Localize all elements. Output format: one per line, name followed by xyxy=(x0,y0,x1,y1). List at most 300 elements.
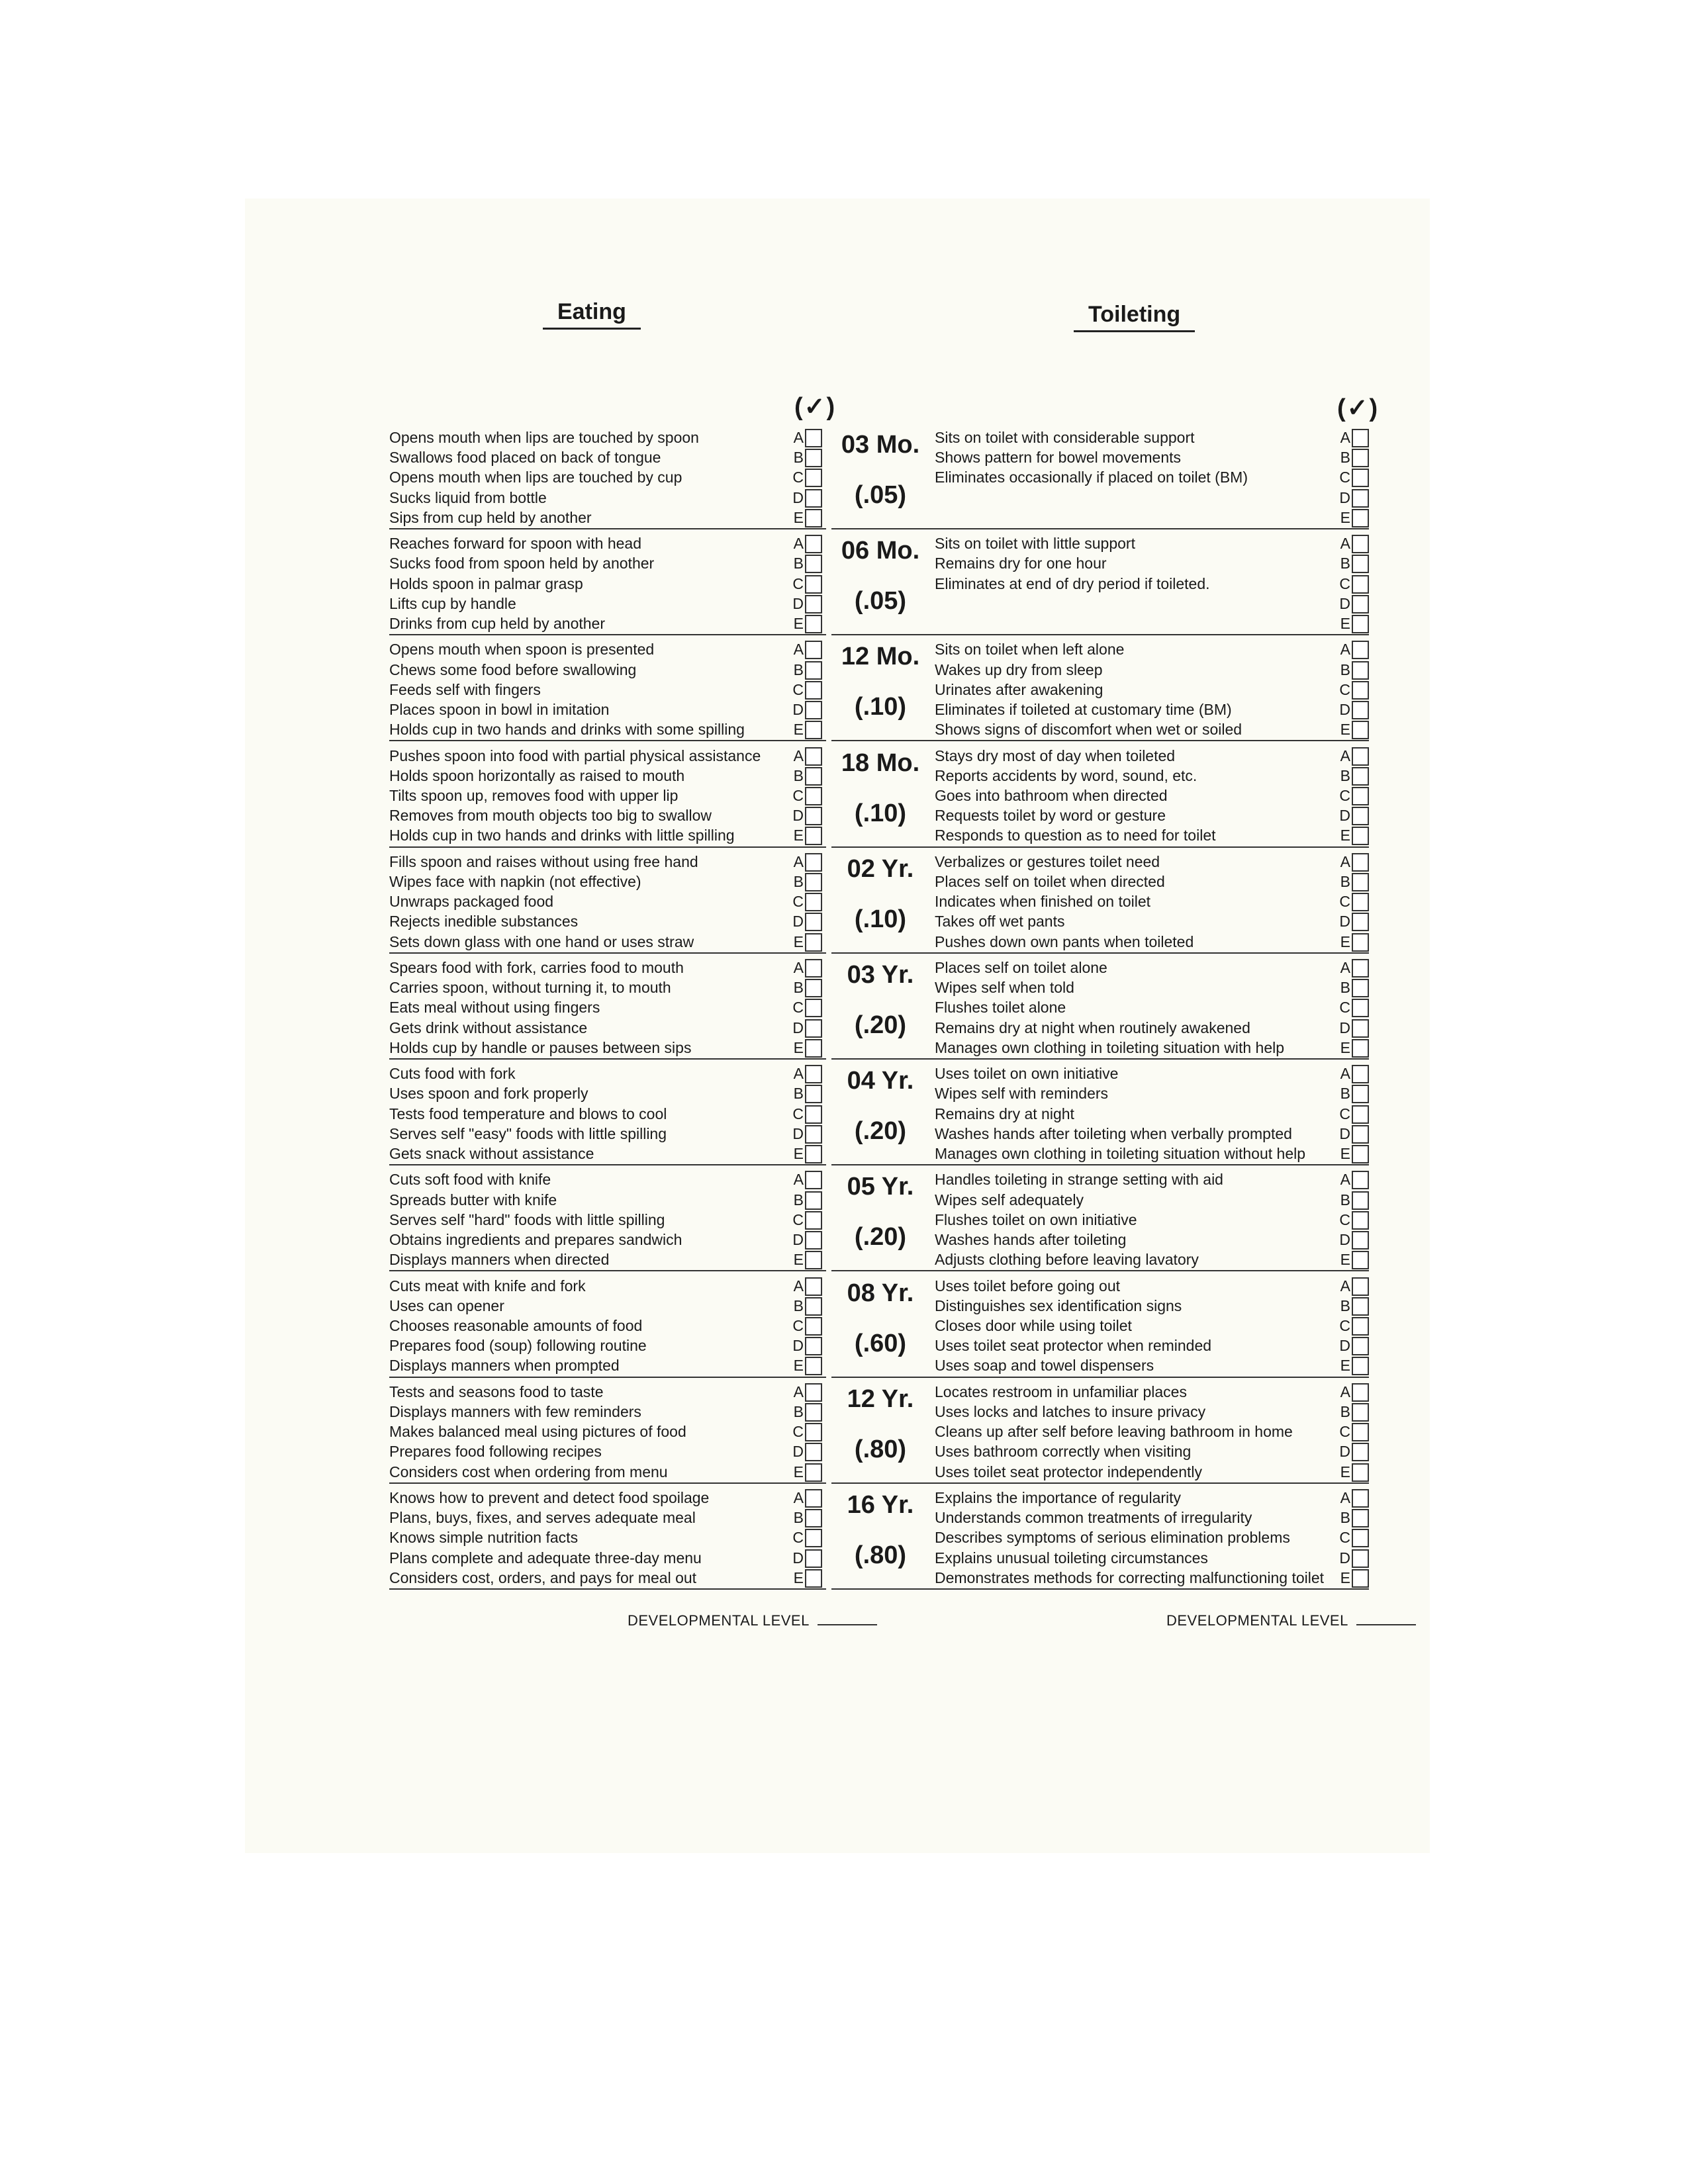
eating-item-text: Displays manners when prompted xyxy=(389,1357,620,1375)
eating-item-checkbox[interactable] xyxy=(805,807,822,825)
toileting-item-checkbox[interactable] xyxy=(1352,1297,1369,1316)
eating-item-checkbox[interactable] xyxy=(805,535,822,553)
toileting-item-checkbox[interactable] xyxy=(1352,1443,1369,1461)
eating-item-letter: B xyxy=(793,1085,804,1103)
toileting-item-text: Takes off wet pants xyxy=(935,913,1065,931)
toileting-item-checkbox[interactable] xyxy=(1352,1317,1369,1336)
toileting-items xyxy=(935,1378,1369,1484)
eating-item-checkbox[interactable] xyxy=(805,999,822,1017)
toileting-items xyxy=(935,1060,1369,1165)
eating-item-text: Rejects inedible substances xyxy=(389,913,579,931)
eating-item-text: Holds cup in two hands and drinks with little spilling xyxy=(389,827,735,844)
eating-item-letter: C xyxy=(792,680,804,698)
eating-item-letter: E xyxy=(793,1357,804,1375)
eating-item-checkbox[interactable] xyxy=(805,1277,822,1296)
eating-items xyxy=(389,529,826,635)
age-level-block xyxy=(389,424,1369,529)
eating-items xyxy=(389,742,826,848)
eating-item-checkbox[interactable] xyxy=(805,1191,822,1210)
toileting-item-checkbox[interactable] xyxy=(1352,1529,1369,1547)
eating-item-checkbox[interactable] xyxy=(805,661,822,680)
eating-item-checkbox[interactable] xyxy=(805,1211,822,1230)
toileting-item-letter: A xyxy=(1340,429,1350,446)
eating-item-checkbox[interactable] xyxy=(805,681,822,700)
toileting-item-text: Demonstrates methods for correcting malfunctioning toilet xyxy=(935,1569,1325,1586)
toileting-item-letter: A xyxy=(1340,1489,1350,1506)
toileting-item-checkbox[interactable] xyxy=(1352,1383,1369,1402)
eating-item-letter: C xyxy=(792,999,804,1017)
eating-item-text: Eats meal without using fingers xyxy=(389,999,600,1017)
toileting-item-checkbox[interactable] xyxy=(1352,509,1369,527)
toileting-item-text: Uses toilet on own initiative xyxy=(935,1065,1119,1083)
eating-items xyxy=(389,424,826,529)
eating-item-letter: A xyxy=(793,747,804,764)
age-level-block xyxy=(389,954,1369,1060)
eating-items xyxy=(389,954,826,1060)
toileting-item-letter: D xyxy=(1339,1019,1350,1036)
toileting-item-checkbox[interactable] xyxy=(1352,1145,1369,1163)
eating-item-checkbox[interactable] xyxy=(805,1443,822,1461)
eating-item-letter: B xyxy=(793,555,804,572)
toileting-item-checkbox[interactable] xyxy=(1352,1251,1369,1269)
toileting-item-letter: B xyxy=(1340,872,1350,890)
age-level-weight: (.10) xyxy=(854,799,907,827)
toileting-item-text: Eliminates occasionally if placed on toilet (BM) xyxy=(935,469,1248,486)
eating-item-letter: D xyxy=(792,1443,804,1461)
eating-items xyxy=(389,1060,826,1165)
toileting-item-text: Uses soap and towel dispensers xyxy=(935,1357,1154,1375)
eating-item-checkbox[interactable] xyxy=(805,1509,822,1527)
eating-item-letter: D xyxy=(792,807,804,825)
eating-item-letter: A xyxy=(793,959,804,976)
eating-item-letter: C xyxy=(792,469,804,486)
eating-item-text: Plans complete and adequate three-day menu xyxy=(389,1549,702,1567)
eating-item-letter: A xyxy=(793,1383,804,1400)
toileting-items xyxy=(935,848,1369,954)
eating-item-checkbox[interactable] xyxy=(805,767,822,786)
toileting-item-checkbox[interactable] xyxy=(1352,615,1369,633)
eating-item-checkbox[interactable] xyxy=(805,787,822,805)
toileting-item-letter: E xyxy=(1340,1357,1350,1375)
eating-item-text: Tests and seasons food to taste xyxy=(389,1383,604,1400)
eating-item-checkbox[interactable] xyxy=(805,747,822,766)
eating-item-text: Considers cost when ordering from menu xyxy=(389,1463,668,1480)
eating-item-checkbox[interactable] xyxy=(805,1105,822,1124)
age-level-weight: (.10) xyxy=(854,905,907,933)
eating-item-checkbox[interactable] xyxy=(805,449,822,467)
toileting-items xyxy=(935,954,1369,1060)
age-level-label: 12 Yr. xyxy=(847,1385,914,1413)
age-level-block xyxy=(389,1484,1369,1590)
eating-item-text: Prepares food (soup) following routine xyxy=(389,1337,647,1355)
toileting-item-checkbox[interactable] xyxy=(1352,747,1369,766)
age-level-label: 05 Yr. xyxy=(847,1173,914,1201)
toileting-item-checkbox[interactable] xyxy=(1352,1357,1369,1375)
toileting-item-letter: D xyxy=(1339,807,1350,825)
eating-item-checkbox[interactable] xyxy=(805,595,822,614)
toileting-item-text: Indicates when finished on toilet xyxy=(935,893,1151,911)
toileting-item-text: Wakes up dry from sleep xyxy=(935,660,1103,678)
toileting-item-text: Wipes self with reminders xyxy=(935,1085,1109,1103)
toileting-item-checkbox[interactable] xyxy=(1352,469,1369,487)
eating-item-checkbox[interactable] xyxy=(805,1529,822,1547)
eating-item-text: Pushes spoon into food with partial physical assistance xyxy=(389,747,761,764)
eating-items xyxy=(389,1484,826,1590)
toileting-item-text: Wipes self adequately xyxy=(935,1191,1084,1208)
eating-item-text: Serves self "hard" foods with little spilling xyxy=(389,1210,665,1228)
eating-item-letter: D xyxy=(792,1124,804,1142)
toileting-item-letter: E xyxy=(1340,827,1350,844)
eating-item-checkbox[interactable] xyxy=(805,489,822,508)
eating-item-checkbox[interactable] xyxy=(805,1039,822,1058)
toileting-item-text: Requests toilet by word or gesture xyxy=(935,807,1166,825)
age-level-weight: (.80) xyxy=(854,1435,907,1463)
eating-item-text: Places spoon in bowl in imitation xyxy=(389,700,610,718)
eating-item-text: Drinks from cup held by another xyxy=(389,614,605,632)
toileting-item-letter: B xyxy=(1340,766,1350,784)
toileting-item-checkbox[interactable] xyxy=(1352,1019,1369,1038)
eating-item-text: Tests food temperature and blows to cool xyxy=(389,1105,667,1122)
toileting-developmental-level-label: DEVELOPMENTAL LEVEL xyxy=(1166,1612,1348,1629)
toileting-item-letter: C xyxy=(1339,1423,1350,1441)
age-level-block xyxy=(389,1378,1369,1484)
toileting-item-checkbox[interactable] xyxy=(1352,979,1369,997)
toileting-item-text: Places self on toilet alone xyxy=(935,959,1107,976)
toileting-item-letter: E xyxy=(1340,1569,1350,1586)
toileting-item-checkbox[interactable] xyxy=(1352,1211,1369,1230)
eating-developmental-level xyxy=(628,1612,877,1629)
toileting-item-checkbox[interactable] xyxy=(1352,1065,1369,1083)
eating-item-text: Makes balanced meal using pictures of food xyxy=(389,1423,686,1441)
toileting-item-checkbox[interactable] xyxy=(1352,1569,1369,1588)
toileting-item-text: Responds to question as to need for toilet xyxy=(935,827,1216,844)
toileting-items xyxy=(935,742,1369,848)
eating-item-checkbox[interactable] xyxy=(805,1489,822,1508)
eating-item-letter: B xyxy=(793,660,804,678)
toileting-item-letter: D xyxy=(1339,913,1350,931)
toileting-check-column-heading: (✓) xyxy=(1337,394,1380,422)
toileting-heading: Toileting xyxy=(1074,302,1195,332)
eating-heading: Eating xyxy=(543,299,641,330)
toileting-item-letter: E xyxy=(1340,721,1350,739)
eating-item-letter: B xyxy=(793,1402,804,1420)
toileting-item-checkbox[interactable] xyxy=(1352,429,1369,447)
toileting-developmental-level-field[interactable] xyxy=(1356,1624,1416,1625)
eating-item-checkbox[interactable] xyxy=(805,1019,822,1038)
eating-item-checkbox[interactable] xyxy=(805,469,822,487)
toileting-item-letter: E xyxy=(1340,1251,1350,1269)
toileting-item-text: Places self on toilet when directed xyxy=(935,872,1165,890)
toileting-item-letter: C xyxy=(1339,1105,1350,1122)
eating-item-letter: D xyxy=(792,1549,804,1567)
toileting-item-letter: B xyxy=(1340,1085,1350,1103)
eating-item-checkbox[interactable] xyxy=(805,509,822,527)
eating-item-checkbox[interactable] xyxy=(805,1231,822,1250)
eating-item-checkbox[interactable] xyxy=(805,1569,822,1588)
toileting-item-text: Stays dry most of day when toileted xyxy=(935,747,1176,764)
toileting-item-checkbox[interactable] xyxy=(1352,1085,1369,1103)
toileting-item-checkbox[interactable] xyxy=(1352,535,1369,553)
eating-item-checkbox[interactable] xyxy=(805,575,822,594)
eating-item-letter: C xyxy=(792,786,804,804)
toileting-item-text: Adjusts clothing before leaving lavatory xyxy=(935,1251,1199,1269)
eating-item-checkbox[interactable] xyxy=(805,827,822,845)
toileting-item-checkbox[interactable] xyxy=(1352,661,1369,680)
eating-item-text: Holds spoon horizontally as raised to mouth xyxy=(389,766,685,784)
eating-item-letter: D xyxy=(792,594,804,612)
eating-item-checkbox[interactable] xyxy=(805,1549,822,1568)
toileting-item-letter: E xyxy=(1340,614,1350,632)
eating-developmental-level-field[interactable] xyxy=(818,1624,877,1625)
eating-item-text: Uses can opener xyxy=(389,1297,504,1314)
toileting-item-text: Explains unusual toileting circumstances xyxy=(935,1549,1208,1567)
toileting-item-letter: A xyxy=(1340,535,1350,553)
age-level-label: 03 Yr. xyxy=(847,961,914,989)
toileting-item-checkbox[interactable] xyxy=(1352,1337,1369,1355)
eating-item-letter: E xyxy=(793,933,804,950)
eating-item-checkbox[interactable] xyxy=(805,1171,822,1189)
toileting-items xyxy=(935,1272,1369,1378)
toileting-item-checkbox[interactable] xyxy=(1352,913,1369,931)
eating-item-letter: E xyxy=(793,614,804,632)
toileting-item-letter: C xyxy=(1339,999,1350,1017)
eating-item-checkbox[interactable] xyxy=(805,429,822,447)
eating-item-letter: A xyxy=(793,1065,804,1083)
toileting-item-letter: E xyxy=(1340,508,1350,526)
eating-item-text: Serves self "easy" foods with little spilling xyxy=(389,1124,667,1142)
eating-item-checkbox[interactable] xyxy=(805,1337,822,1355)
toileting-item-letter: D xyxy=(1339,1124,1350,1142)
toileting-items xyxy=(935,635,1369,741)
eating-item-checkbox[interactable] xyxy=(805,615,822,633)
toileting-item-checkbox[interactable] xyxy=(1352,1039,1369,1058)
eating-item-letter: C xyxy=(792,1423,804,1441)
eating-item-checkbox[interactable] xyxy=(805,959,822,978)
toileting-item-checkbox[interactable] xyxy=(1352,1549,1369,1568)
eating-item-letter: C xyxy=(792,893,804,911)
toileting-item-text: Reports accidents by word, sound, etc. xyxy=(935,766,1197,784)
toileting-item-letter: E xyxy=(1340,933,1350,950)
toileting-item-checkbox[interactable] xyxy=(1352,1509,1369,1527)
eating-item-checkbox[interactable] xyxy=(805,1065,822,1083)
toileting-item-letter: B xyxy=(1340,1402,1350,1420)
eating-item-letter: A xyxy=(793,641,804,659)
toileting-item-checkbox[interactable] xyxy=(1352,449,1369,467)
eating-item-letter: B xyxy=(793,766,804,784)
eating-item-text: Wipes face with napkin (not effective) xyxy=(389,872,641,890)
eating-developmental-level-label: DEVELOPMENTAL LEVEL xyxy=(628,1612,810,1629)
toileting-item-text xyxy=(935,594,1332,614)
toileting-item-checkbox[interactable] xyxy=(1352,701,1369,719)
toileting-item-letter: C xyxy=(1339,893,1350,911)
eating-item-checkbox[interactable] xyxy=(805,893,822,911)
eating-check-column-heading: (✓) xyxy=(794,393,837,421)
eating-item-text: Holds cup by handle or pauses between sips xyxy=(389,1038,692,1056)
toileting-item-checkbox[interactable] xyxy=(1352,1191,1369,1210)
eating-item-text: Lifts cup by handle xyxy=(389,594,516,612)
eating-item-text: Sips from cup held by another xyxy=(389,508,592,526)
age-level-weight: (.10) xyxy=(854,693,907,721)
eating-item-checkbox[interactable] xyxy=(805,1145,822,1163)
eating-item-text: Displays manners when directed xyxy=(389,1251,610,1269)
age-level-block xyxy=(389,635,1369,741)
toileting-item-checkbox[interactable] xyxy=(1352,555,1369,573)
toileting-items xyxy=(935,424,1369,529)
eating-items xyxy=(389,1165,826,1271)
eating-item-checkbox[interactable] xyxy=(805,913,822,931)
toileting-item-checkbox[interactable] xyxy=(1352,1105,1369,1124)
eating-item-letter: A xyxy=(793,852,804,870)
toileting-item-letter: C xyxy=(1339,1316,1350,1334)
age-level-label: 18 Mo. xyxy=(841,749,920,777)
eating-item-letter: D xyxy=(792,913,804,931)
eating-item-checkbox[interactable] xyxy=(805,873,822,891)
toileting-item-letter: A xyxy=(1340,1383,1350,1400)
eating-item-letter: E xyxy=(793,827,804,844)
toileting-item-letter: A xyxy=(1340,1065,1350,1083)
toileting-item-letter: B xyxy=(1340,660,1350,678)
eating-item-checkbox[interactable] xyxy=(805,1085,822,1103)
toileting-item-text xyxy=(935,614,1332,633)
toileting-item-checkbox[interactable] xyxy=(1352,999,1369,1017)
toileting-item-checkbox[interactable] xyxy=(1352,933,1369,952)
eating-item-checkbox[interactable] xyxy=(805,1423,822,1441)
eating-item-text: Swallows food placed on back of tongue xyxy=(389,449,661,467)
toileting-item-checkbox[interactable] xyxy=(1352,1403,1369,1422)
toileting-item-letter: D xyxy=(1339,488,1350,506)
toileting-item-checkbox[interactable] xyxy=(1352,1423,1369,1441)
eating-item-text: Sucks food from spoon held by another xyxy=(389,555,655,572)
eating-item-letter: E xyxy=(793,1038,804,1056)
eating-item-letter: A xyxy=(793,1171,804,1189)
eating-item-letter: A xyxy=(793,1489,804,1506)
eating-item-text: Carries spoon, without turning it, to mouth xyxy=(389,979,671,997)
eating-item-checkbox[interactable] xyxy=(805,1125,822,1144)
eating-item-text: Opens mouth when lips are touched by spoon xyxy=(389,429,699,446)
eating-item-letter: D xyxy=(792,700,804,718)
age-level-block xyxy=(389,1060,1369,1165)
toileting-item-text: Remains dry at night when routinely awakened xyxy=(935,1019,1250,1036)
eating-item-text: Gets drink without assistance xyxy=(389,1019,588,1036)
toileting-item-text: Sits on toilet when left alone xyxy=(935,641,1125,659)
toileting-item-checkbox[interactable] xyxy=(1352,721,1369,739)
eating-item-checkbox[interactable] xyxy=(805,555,822,573)
toileting-item-text: Pushes down own pants when toileted xyxy=(935,933,1194,950)
toileting-item-checkbox[interactable] xyxy=(1352,681,1369,700)
eating-item-checkbox[interactable] xyxy=(805,1317,822,1336)
toileting-item-checkbox[interactable] xyxy=(1352,873,1369,891)
toileting-item-checkbox[interactable] xyxy=(1352,1463,1369,1482)
eating-item-text: Considers cost, orders, and pays for meal out xyxy=(389,1569,697,1586)
eating-item-letter: D xyxy=(792,1337,804,1355)
toileting-item-checkbox[interactable] xyxy=(1352,853,1369,872)
eating-item-checkbox[interactable] xyxy=(805,979,822,997)
toileting-item-text: Shows signs of discomfort when wet or soiled xyxy=(935,721,1243,739)
eating-item-text: Chews some food before swallowing xyxy=(389,660,637,678)
toileting-item-checkbox[interactable] xyxy=(1352,1231,1369,1250)
eating-item-checkbox[interactable] xyxy=(805,1357,822,1375)
toileting-item-checkbox[interactable] xyxy=(1352,1125,1369,1144)
toileting-item-letter: B xyxy=(1340,449,1350,467)
eating-item-letter: B xyxy=(793,1297,804,1314)
eating-item-checkbox[interactable] xyxy=(805,1297,822,1316)
toileting-item-text: Closes door while using toilet xyxy=(935,1316,1132,1334)
toileting-item-letter: B xyxy=(1340,555,1350,572)
toileting-item-checkbox[interactable] xyxy=(1352,595,1369,614)
eating-item-text: Holds spoon in palmar grasp xyxy=(389,574,583,592)
toileting-item-letter: A xyxy=(1340,1277,1350,1295)
age-level-label: 02 Yr. xyxy=(847,854,914,883)
toileting-item-checkbox[interactable] xyxy=(1352,787,1369,805)
eating-item-checkbox[interactable] xyxy=(805,1403,822,1422)
eating-item-letter: E xyxy=(793,721,804,739)
toileting-item-text: Uses locks and latches to insure privacy xyxy=(935,1402,1206,1420)
eating-item-letter: B xyxy=(793,1509,804,1527)
toileting-item-letter: C xyxy=(1339,786,1350,804)
toileting-item-letter: D xyxy=(1339,594,1350,612)
toileting-item-checkbox[interactable] xyxy=(1352,807,1369,825)
eating-item-checkbox[interactable] xyxy=(805,1463,822,1482)
toileting-item-checkbox[interactable] xyxy=(1352,489,1369,508)
toileting-item-checkbox[interactable] xyxy=(1352,575,1369,594)
eating-item-checkbox[interactable] xyxy=(805,1383,822,1402)
toileting-item-text: Locates restroom in unfamiliar places xyxy=(935,1383,1187,1400)
eating-item-letter: B xyxy=(793,1191,804,1208)
toileting-item-checkbox[interactable] xyxy=(1352,827,1369,845)
toileting-item-text: Distinguishes sex identification signs xyxy=(935,1297,1182,1314)
eating-item-checkbox[interactable] xyxy=(805,701,822,719)
eating-item-letter: C xyxy=(792,574,804,592)
toileting-item-checkbox[interactable] xyxy=(1352,893,1369,911)
toileting-item-letter: A xyxy=(1340,959,1350,976)
toileting-item-letter: E xyxy=(1340,1144,1350,1162)
eating-item-checkbox[interactable] xyxy=(805,641,822,659)
toileting-item-checkbox[interactable] xyxy=(1352,767,1369,786)
eating-item-letter: E xyxy=(793,508,804,526)
age-level-block xyxy=(389,1165,1369,1271)
toileting-developmental-level xyxy=(1166,1612,1416,1629)
toileting-item-checkbox[interactable] xyxy=(1352,959,1369,978)
eating-item-text: Unwraps packaged food xyxy=(389,893,554,911)
toileting-item-text: Goes into bathroom when directed xyxy=(935,786,1168,804)
eating-item-checkbox[interactable] xyxy=(805,853,822,872)
toileting-item-checkbox[interactable] xyxy=(1352,641,1369,659)
toileting-item-checkbox[interactable] xyxy=(1352,1171,1369,1189)
toileting-item-checkbox[interactable] xyxy=(1352,1489,1369,1508)
age-level-block xyxy=(389,1272,1369,1378)
eating-item-text: Opens mouth when spoon is presented xyxy=(389,641,655,659)
toileting-item-letter: D xyxy=(1339,1443,1350,1461)
toileting-item-text: Wipes self when told xyxy=(935,979,1074,997)
eating-items xyxy=(389,848,826,954)
eating-item-checkbox[interactable] xyxy=(805,933,822,952)
toileting-item-letter: D xyxy=(1339,700,1350,718)
age-level-weight: (.05) xyxy=(854,481,907,509)
eating-item-checkbox[interactable] xyxy=(805,1251,822,1269)
toileting-item-checkbox[interactable] xyxy=(1352,1277,1369,1296)
eating-item-text: Displays manners with few reminders xyxy=(389,1402,641,1420)
age-level-label: 03 Mo. xyxy=(841,431,920,459)
eating-items xyxy=(389,635,826,741)
eating-item-letter: C xyxy=(792,1316,804,1334)
eating-item-letter: C xyxy=(792,1529,804,1547)
toileting-item-letter: B xyxy=(1340,1191,1350,1208)
toileting-item-text: Uses toilet seat protector when reminded xyxy=(935,1337,1212,1355)
toileting-item-text: Eliminates if toileted at customary time (BM) xyxy=(935,700,1232,718)
toileting-item-letter: A xyxy=(1340,747,1350,764)
eating-item-text: Knows simple nutrition facts xyxy=(389,1529,579,1547)
eating-item-checkbox[interactable] xyxy=(805,721,822,739)
